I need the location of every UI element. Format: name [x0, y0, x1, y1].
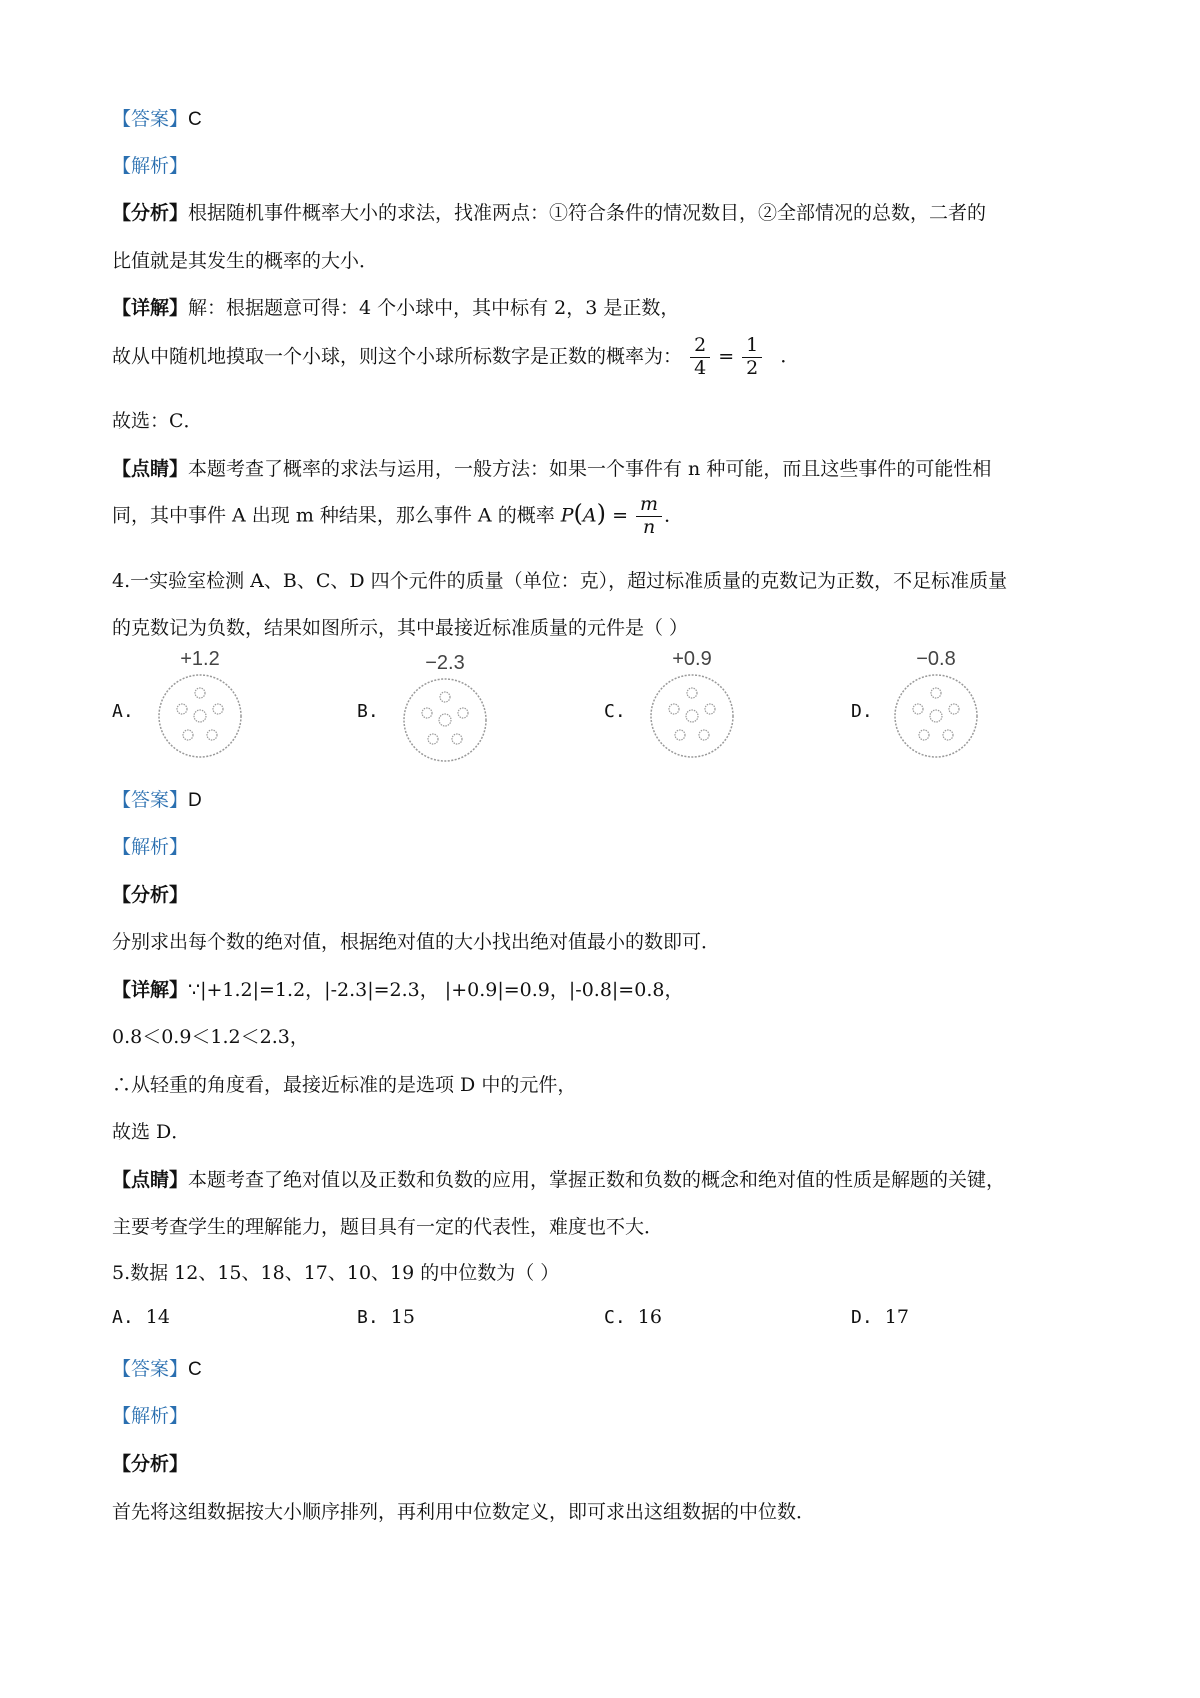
dianjing-label: 【点睛】 — [112, 458, 189, 480]
equals-sign: = — [718, 345, 735, 368]
formula-A: A — [582, 504, 597, 527]
frac-num: 2 — [690, 335, 710, 358]
option-value: 14 — [145, 1306, 170, 1328]
xiangjie-text-2: 故从中随机地摸取一个小球，则这个小球所标数字是正数的概率为： — [112, 345, 683, 368]
q4-option-c-letter — [604, 700, 626, 722]
answer-label: 【答案】 — [112, 108, 189, 130]
answer-label: 【答案】 — [112, 1358, 189, 1380]
q4-figure-d — [886, 648, 986, 765]
answer-line — [112, 104, 202, 131]
q4-fenxi-text: 分别求出每个数的绝对值，根据绝对值的大小找出绝对值最小的数即可． — [112, 931, 721, 953]
component-disc-icon — [397, 675, 493, 765]
q5-fenxi-text: 首先将这组数据按大小顺序排列，再利用中位数定义，即可求出这组数据的中位数． — [112, 1501, 816, 1523]
option-letter: A. — [112, 1307, 134, 1328]
xiangjie-text: ∵|+1.2|=1.2，|-2.3|=2.3， |+0.9|=0.9，|-0.8|=0.8， — [188, 979, 684, 1001]
component-disc-icon — [644, 671, 740, 761]
fenxi-line-2: 比值就是其发生的概率的大小． — [112, 250, 379, 272]
q4-xiangjie-line-3: ∴从轻重的角度看，最接近标准的是选项 D 中的元件， — [112, 1074, 577, 1096]
frac-den: 4 — [694, 356, 707, 379]
q4-figure-c — [642, 648, 742, 765]
figure-value: −0.8 — [916, 648, 956, 670]
dianjing-line-1 — [112, 454, 991, 481]
figure-value: +1.2 — [180, 648, 220, 670]
dianjing-text: 本题考查了绝对值以及正数和负数的应用，掌握正数和负数的概念和绝对值的性质是解题的关键， — [188, 1169, 1006, 1191]
q5-stem: 5.数据 12、15、18、17、10、19 的中位数为（ ） — [112, 1262, 560, 1284]
option-letter: D. — [851, 701, 873, 722]
formula-end: ． — [664, 504, 684, 527]
option-letter: C. — [604, 1307, 626, 1328]
figure-value: −2.3 — [425, 652, 465, 674]
xiangjie-line-1 — [112, 293, 679, 320]
fraction-m-n — [636, 494, 662, 539]
xiangjie-line-2 — [112, 335, 799, 380]
fenxi-label: 【分析】 — [112, 884, 189, 906]
fenxi-line-1 — [112, 198, 986, 225]
option-value: 17 — [884, 1306, 909, 1328]
q5-option-a — [112, 1306, 170, 1328]
option-value: 15 — [390, 1306, 415, 1328]
answer-value: C — [188, 1359, 202, 1380]
q5-jiexi-label: 【解析】 — [112, 1405, 189, 1427]
q4-xiangjie-line-1 — [112, 975, 683, 1002]
dianjing-text: 本题考查了概率的求法与运用，一般方法：如果一个事件有 n 种可能，而且这些事件的可能性相 — [188, 458, 992, 480]
frac-den: 2 — [746, 356, 759, 379]
option-letter: A. — [112, 701, 134, 722]
component-disc-icon — [152, 671, 248, 761]
formula-rparen: ) — [596, 499, 607, 528]
period: ． — [780, 345, 800, 368]
q5-answer-line — [112, 1354, 202, 1381]
dianjing-text-2: 同，其中事件 A 出现 m 种结果，那么事件 A 的概率 — [112, 504, 555, 527]
q5-option-b — [357, 1306, 415, 1328]
xiangjie-text: 解：根据题意可得：4 个小球中，其中标有 2，3 是正数， — [188, 297, 680, 319]
formula-eq: = — [612, 504, 628, 527]
frac-num: 1 — [742, 335, 762, 358]
q4-figure-b — [395, 652, 495, 769]
fraction-2-4 — [690, 335, 710, 380]
jiexi-label: 【解析】 — [112, 155, 189, 177]
formula-P: P — [560, 504, 574, 527]
frac-num: m — [636, 494, 662, 517]
fraction-1-2 — [742, 335, 762, 380]
fenxi-label: 【分析】 — [112, 1453, 189, 1475]
q4-xiangjie-line-2: 0.8＜0.9＜1.2＜2.3， — [112, 1026, 309, 1048]
option-value: 16 — [637, 1306, 662, 1328]
option-letter: B. — [357, 1307, 379, 1328]
q4-dianjing-line-2: 主要考查学生的理解能力，题目具有一定的代表性，难度也不大． — [112, 1216, 664, 1238]
option-letter: D. — [851, 1307, 873, 1328]
q4-option-d-letter — [851, 700, 873, 722]
option-letter: C. — [604, 701, 626, 722]
xiangjie-label: 【详解】 — [112, 297, 189, 319]
q4-stem-2: 的克数记为负数，结果如图所示，其中最接近标准质量的元件是（ ） — [112, 617, 689, 639]
fenxi-label: 【分析】 — [112, 202, 189, 224]
answer-value: C — [188, 109, 202, 130]
frac-den: n — [642, 515, 656, 538]
component-disc-icon — [888, 671, 984, 761]
answer-value: D — [188, 790, 202, 811]
figure-value: +0.9 — [672, 648, 712, 670]
guxuan-line: 故选：C． — [112, 410, 203, 432]
q5-option-c — [604, 1306, 662, 1328]
q5-fenxi-label — [112, 1449, 188, 1476]
xiangjie-label: 【详解】 — [112, 979, 189, 1001]
q4-jiexi-label: 【解析】 — [112, 836, 189, 858]
fenxi-text: 根据随机事件概率大小的求法，找准两点：①符合条件的情况数目，②全部情况的总数，二者的 — [188, 202, 987, 224]
answer-label: 【答案】 — [112, 789, 189, 811]
dianjing-line-2 — [112, 494, 683, 539]
q4-option-a-letter — [112, 700, 134, 722]
q4-xiangjie-line-4: 故选 D． — [112, 1121, 191, 1143]
q5-option-d — [851, 1306, 909, 1328]
q4-figure-a — [150, 648, 250, 765]
option-letter: B. — [357, 701, 379, 722]
q4-dianjing-line-1 — [112, 1165, 1005, 1192]
q4-answer-line — [112, 785, 202, 812]
formula-lparen: ( — [573, 499, 583, 528]
dianjing-label: 【点睛】 — [112, 1169, 189, 1191]
q4-stem-1: 4.一实验室检测 A、B、C、D 四个元件的质量（单位：克），超过标准质量的克数记为正数，不足标准质量 — [112, 570, 1008, 592]
q4-fenxi-label — [112, 880, 188, 907]
q4-option-b-letter — [357, 700, 379, 722]
